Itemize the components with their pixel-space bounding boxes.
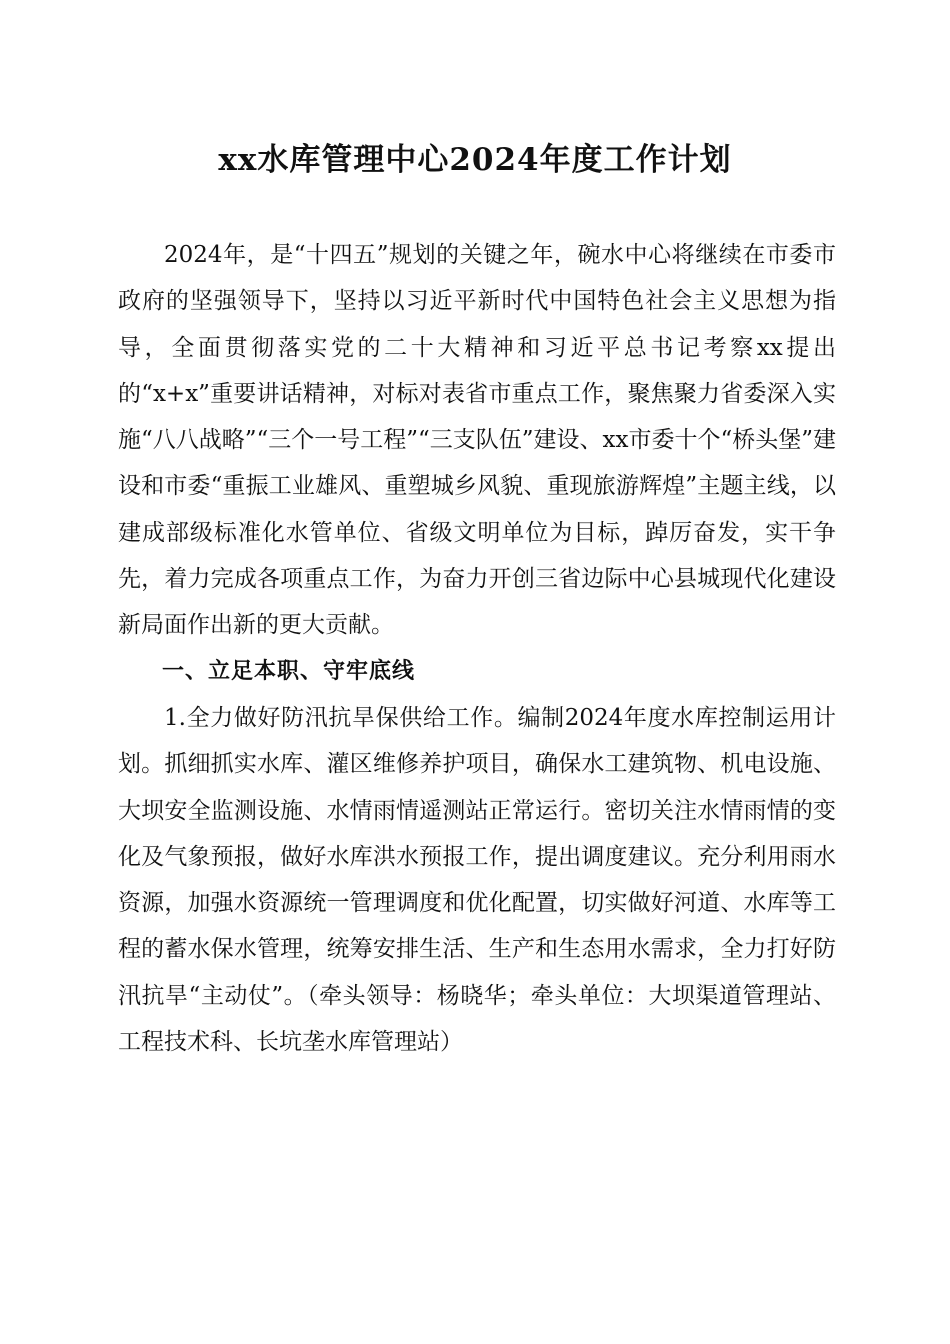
section-1-heading: 一、立足本职、守牢底线 [162, 658, 416, 684]
document-body [118, 232, 836, 1065]
intro-paragraph: 2024年，是“十四五”规划的关键之年，碗水中心将继续在市委市政府的坚强领导下，坚持以习近平新时代中国特色社会主义思想为指导，全面贯彻落实党的二十大精神和习近平总书记考察xx提出的“x+x”重要讲话精神，对标对表省市重点工作，聚焦聚力省委深入实施“八八战略”“三个一号工程”“三支队伍”建设、xx市委十个“桥头堡”建设和市委“重振工业雄风、重塑城乡风貌、重现旅游辉煌”主题主线，以建成部级标准化水管单位、省级文明单位为目标，踔厉奋发，实干争先，着力完成各项重点工作，为奋力开创三省边际中心县城现代化建设新局面作出新的更大贡献。 [118, 242, 837, 639]
document-title: xx水库管理中心2024年度工作计划 [218, 142, 732, 178]
section-1-item-1: 1.全力做好防汛抗旱保供给工作。编制2024年度水库控制运用计划。抓细抓实水库、灌区维修养护项目，确保水工建筑物、机电设施、大坝安全监测设施、水情雨情遥测站正常运行。密切关注水情雨情的变化及气象预报，做好水库洪水预报工作，提出调度建议。充分利用雨水资源，加强水资源统一管理调度和优化配置，切实做好河道、水库等工程的蓄水保水管理，统筹安排生活、生产和生态用水需求，全力打好防汛抗旱“主动仗”。（牵头领导：杨晓华；牵头单位：大坝渠道管理站、工程技术科、长坑垄水库管理站） [118, 704, 836, 1056]
